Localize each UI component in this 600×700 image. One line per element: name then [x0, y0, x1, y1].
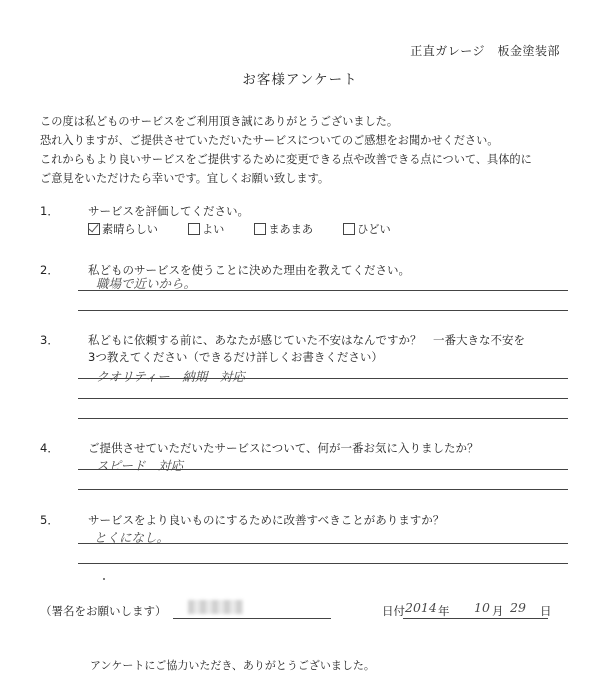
- answer-line: [78, 543, 568, 544]
- footer-thanks: アンケートにご協力いただき、ありがとうございました。: [90, 659, 375, 672]
- rating-option-bad[interactable]: [343, 221, 391, 237]
- rating-option-average[interactable]: [254, 221, 313, 237]
- rating-options: [88, 221, 421, 237]
- question-5-number: 5．: [40, 513, 59, 527]
- question-4-answer: スピード 対応: [96, 458, 184, 473]
- date-day-unit: 日: [540, 604, 552, 618]
- option-label: まあまあ: [268, 223, 314, 236]
- question-4-text: ご提供させていただいたサービスについて、何が一番お気に入りましたか？: [88, 441, 479, 455]
- question-4-number: 4．: [40, 441, 59, 455]
- option-label: 素晴らしい: [102, 223, 158, 236]
- date-day: 29: [510, 600, 526, 615]
- signature-label: （署名をお願いします）: [40, 604, 167, 618]
- survey-title: お客様アンケート: [242, 72, 358, 88]
- intro-text: [40, 112, 532, 188]
- question-1-number: 1．: [40, 204, 59, 218]
- date-line[interactable]: [403, 618, 548, 619]
- checkbox[interactable]: [188, 223, 200, 235]
- answer-line: [78, 378, 568, 379]
- answer-line: [78, 398, 568, 399]
- answer-line: [78, 418, 568, 419]
- answer-line: [78, 310, 568, 311]
- question-5-answer: とくになし。: [94, 530, 170, 545]
- option-label: ひどい: [357, 223, 391, 236]
- answer-line: [78, 469, 568, 470]
- signature-line[interactable]: [173, 618, 331, 619]
- date-year-unit: 年: [438, 604, 450, 618]
- question-3-answer: クオリティー 納期 対応: [96, 369, 245, 384]
- question-2-text: 私どものサービスを使うことに決めた理由を教えてください。: [88, 263, 410, 277]
- intro-line: 恐れ入りますが、ご提供させていただいたサービスについてのご感想をお聞かせください。: [40, 134, 499, 147]
- stray-mark: [103, 578, 105, 580]
- date-month: 10: [474, 600, 490, 615]
- intro-line: これからもより良いサービスをご提供するために変更できる点や改善できる点について、具体的に: [40, 153, 532, 166]
- signature-redacted: [188, 600, 243, 614]
- intro-line: ご意見をいただけたら幸いです。宜しくお願い致します。: [40, 172, 330, 185]
- answer-line: [78, 563, 568, 564]
- checkbox[interactable]: [254, 223, 266, 235]
- date-month-unit: 月: [492, 604, 504, 618]
- question-5-text: サービスをより良いものにするために改善すべきことがありますか？: [88, 513, 445, 527]
- answer-line: [78, 290, 568, 291]
- intro-line: この度は私どものサービスをご利用頂き誠にありがとうございました。: [40, 115, 399, 128]
- question-3-text: 私どもに依頼する前に、あなたが感じていた不安はなんですか？ 一番大きな不安を: [88, 333, 525, 347]
- answer-line: [78, 489, 568, 490]
- checkbox-checked[interactable]: [88, 223, 100, 235]
- question-3-text-2: 3つ教えてください（できるだけ詳しくお書きください）: [88, 350, 383, 364]
- date-year: 2014: [405, 600, 437, 615]
- question-2-answer: 職場で近いから。: [96, 276, 197, 291]
- date-label: 日付: [382, 604, 405, 618]
- question-2-number: 2．: [40, 263, 59, 277]
- option-label: よい: [201, 223, 225, 236]
- company-name: 正直ガレージ 板金塗装部: [410, 44, 560, 58]
- question-3-number: 3．: [40, 333, 59, 347]
- question-1-text: サービスを評価してください。: [88, 204, 249, 218]
- rating-option-excellent[interactable]: [88, 221, 158, 237]
- rating-option-good[interactable]: [188, 221, 224, 237]
- checkbox[interactable]: [343, 223, 355, 235]
